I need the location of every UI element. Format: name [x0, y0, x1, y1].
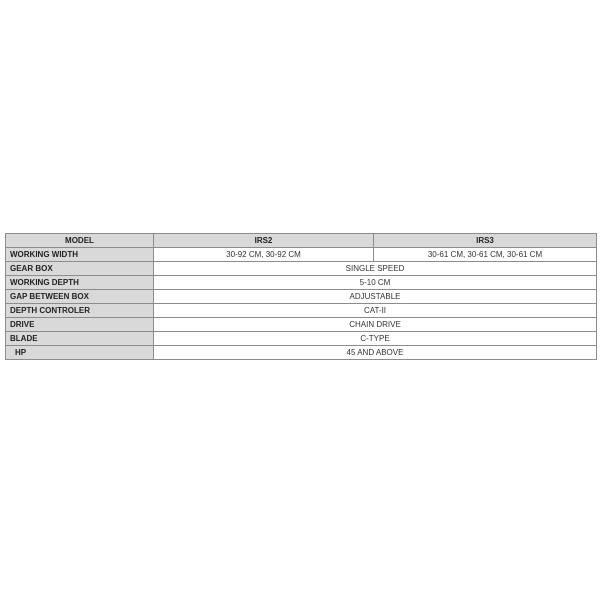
row-label-working-depth: WORKING DEPTH — [6, 276, 154, 290]
table-row — [6, 248, 597, 262]
row-label-depth-controler: DEPTH CONTROLER — [6, 304, 154, 318]
header-model: MODEL — [6, 234, 154, 248]
table-row — [6, 332, 597, 346]
row-label-gap-between-box: GAP BETWEEN BOX — [6, 290, 154, 304]
table-row — [6, 290, 597, 304]
row-label-drive: DRIVE — [6, 318, 154, 332]
drive-value: CHAIN DRIVE — [154, 318, 597, 332]
gear-box-value: SINGLE SPEED — [154, 262, 597, 276]
header-irs2: IRS2 — [154, 234, 374, 248]
table-row — [6, 346, 597, 360]
table-row — [6, 276, 597, 290]
header-irs3: IRS3 — [374, 234, 597, 248]
row-label-working-width: WORKING WIDTH — [6, 248, 154, 262]
blade-value: C-TYPE — [154, 332, 597, 346]
depth-controler-value: CAT-II — [154, 304, 597, 318]
gap-between-box-value: ADJUSTABLE — [154, 290, 597, 304]
table-row — [6, 318, 597, 332]
working-depth-value: 5-10 CM — [154, 276, 597, 290]
table-header-row — [6, 234, 597, 248]
table-row — [6, 262, 597, 276]
row-label-gear-box: GEAR BOX — [6, 262, 154, 276]
table-row — [6, 304, 597, 318]
working-width-irs3: 30-61 CM, 30-61 CM, 30-61 CM — [374, 248, 597, 262]
hp-value: 45 AND ABOVE — [154, 346, 597, 360]
row-label-hp: HP — [6, 346, 154, 360]
row-label-blade: BLADE — [6, 332, 154, 346]
working-width-irs2: 30-92 CM, 30-92 CM — [154, 248, 374, 262]
specification-table — [5, 233, 597, 360]
